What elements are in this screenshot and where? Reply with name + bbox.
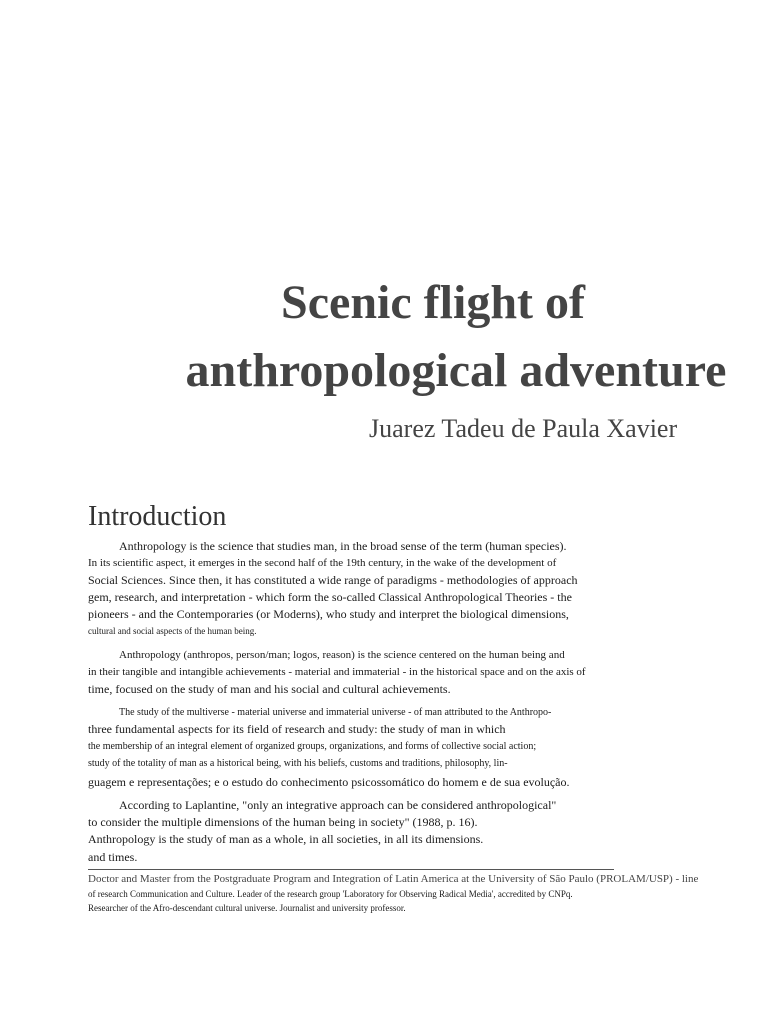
paragraph-3-line-3: the membership of an integral element of organized groups, organizations, and forms of collective social action;	[88, 741, 537, 752]
footnote-line-2: of research Communication and Culture. Leader of the research group 'Laboratory for Observing Radical Media', accredited by CNPq.	[88, 889, 573, 899]
paragraph-2-line-3: time, focused on the study of man and his social and cultural achievements.	[88, 682, 451, 696]
paragraph-1-line-1: Anthropology is the science that studies man, in the broad sense of the term (human species).	[119, 539, 567, 553]
paragraph-1-line-4: gem, research, and interpretation - which form the so-called Classical Anthropological Theories - the	[88, 590, 572, 604]
section-heading: Introduction	[88, 501, 227, 532]
footnote-divider	[88, 869, 614, 870]
footnote-line-1: Doctor and Master from the Postgraduate Program and Integration of Latin America at the University of São Paulo (PROLAM/USP) - line	[88, 873, 699, 885]
footnote-line-3: Researcher of the Afro-descendant cultural universe. Journalist and university professor.	[88, 903, 406, 913]
paragraph-3-line-5: guagem e representações; e o estudo do conhecimento psicossomático do homem e de sua evolução.	[88, 775, 570, 789]
paragraph-1-line-2: In its scientific aspect, it emerges in the second half of the 19th century, in the wake of the development of	[88, 557, 557, 569]
paragraph-4-line-2: to consider the multiple dimensions of the human being in society" (1988, p. 16).	[88, 815, 478, 829]
paragraph-2-line-2: in their tangible and intangible achievements - material and immaterial - in the historical space and on the axis of	[88, 666, 586, 678]
paragraph-4-line-4: and times.	[88, 850, 138, 864]
paragraph-3-line-1: The study of the multiverse - material universe and immaterial universe - of man attributed to the Anthropo-	[119, 707, 552, 718]
paragraph-1-line-5: pioneers - and the Contemporaries (or Moderns), who study and interpret the biological dimensions,	[88, 607, 569, 621]
paragraph-4-line-3: Anthropology is the study of man as a whole, in all societies, in all its dimensions.	[88, 832, 484, 846]
title-line-2: anthropological adventure	[185, 344, 727, 397]
paragraph-3-line-4: study of the totality of man as a historical being, with his beliefs, customs and traditions, philosophy, lin-	[88, 758, 508, 769]
paragraph-1-line-6: cultural and social aspects of the human being.	[88, 626, 257, 636]
author-name: Juarez Tadeu de Paula Xavier	[369, 414, 678, 443]
paragraph-1-line-3: Social Sciences. Since then, it has constituted a wide range of paradigms - methodologies of approach	[88, 573, 578, 587]
paragraph-4-line-1: According to Laplantine, "only an integrative approach can be considered anthropological"	[119, 798, 557, 812]
title-line-1: Scenic flight of	[281, 276, 585, 329]
paragraph-3-line-2: three fundamental aspects for its field of research and study: the study of man in which	[88, 722, 506, 736]
paragraph-2-line-1: Anthropology (anthropos, person/man; logos, reason) is the science centered on the human being and	[119, 649, 565, 661]
